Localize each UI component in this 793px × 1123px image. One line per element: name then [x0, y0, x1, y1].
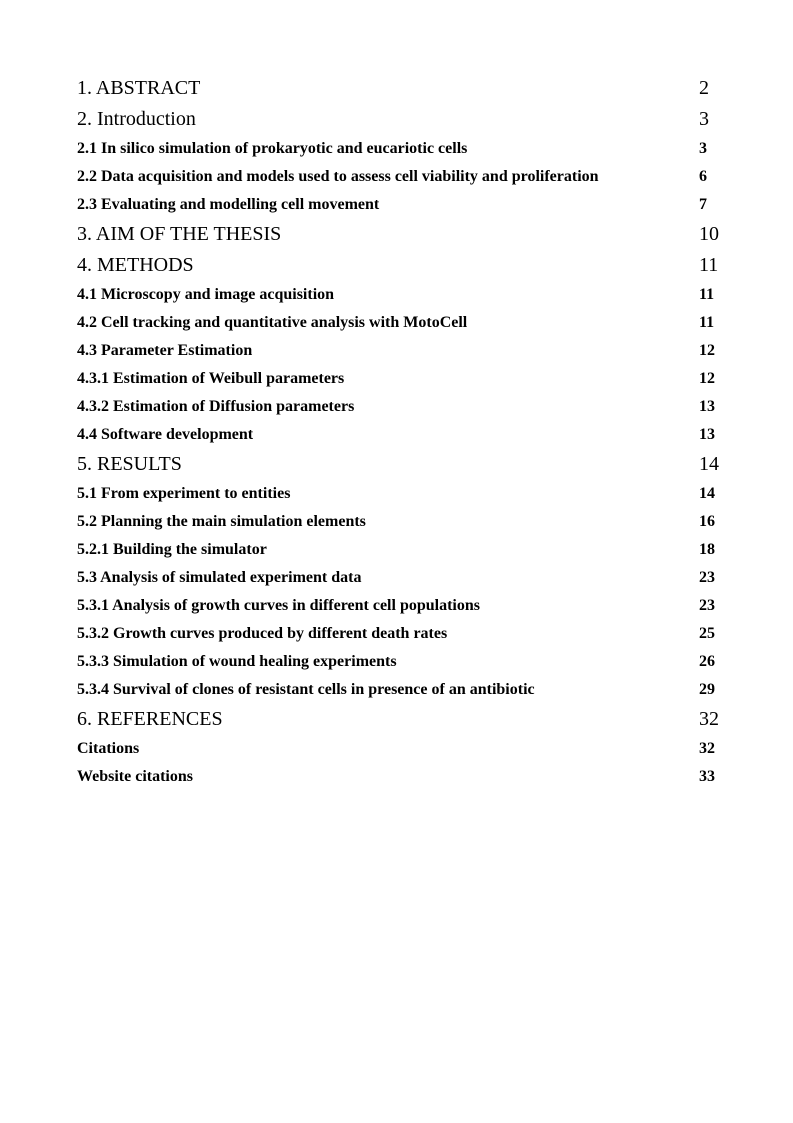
toc-entry-page: 26	[699, 653, 715, 670]
toc-entry-label: 4.3 Parameter Estimation	[77, 342, 253, 359]
toc-entry-page: 25	[699, 625, 715, 642]
toc-entry[interactable]	[77, 536, 723, 564]
toc-entry-label: 2.3 Evaluating and modelling cell movement	[77, 196, 380, 213]
toc-entry-page: 13	[699, 398, 715, 415]
toc-entry-page: 10	[699, 223, 719, 245]
toc-entry-label: 3. AIM OF THE THESIS	[77, 223, 282, 245]
toc-entry-page: 18	[699, 541, 715, 558]
toc-entry[interactable]	[77, 620, 723, 648]
toc-entry-page: 11	[699, 254, 719, 276]
toc-entry-page: 13	[699, 426, 715, 443]
toc-entry-page: 11	[699, 286, 715, 303]
toc-entry[interactable]	[77, 281, 723, 309]
toc-entry[interactable]	[77, 564, 723, 592]
toc-entry[interactable]	[77, 191, 723, 219]
toc-entry-label: 6. REFERENCES	[77, 708, 223, 730]
toc-entry-page: 2	[699, 77, 709, 99]
toc-entry-label: 5.1 From experiment to entities	[77, 485, 291, 502]
toc-entry-page: 29	[699, 681, 715, 698]
toc-entry-page: 32	[699, 740, 715, 757]
toc-entry[interactable]	[77, 676, 723, 704]
toc-entry-label: 5.3.1 Analysis of growth curves in different cell populations	[77, 597, 480, 614]
toc-entry-label: 2.1 In silico simulation of prokaryotic and eucariotic cells	[77, 140, 468, 157]
toc-entry-label: 5.2.1 Building the simulator	[77, 541, 267, 558]
toc-entry-page: 23	[699, 597, 715, 614]
toc-entry[interactable]	[77, 365, 723, 393]
toc-entry[interactable]	[77, 508, 723, 536]
toc-entry[interactable]	[77, 104, 723, 135]
toc-entry[interactable]	[77, 480, 723, 508]
toc-entry-page: 11	[699, 314, 715, 331]
toc-entry[interactable]	[77, 592, 723, 620]
toc-entry-label: 4.1 Microscopy and image acquisition	[77, 286, 335, 303]
toc-entry[interactable]	[77, 421, 723, 449]
toc-entry-label: 4.4 Software development	[77, 426, 254, 443]
toc-entry-page: 6	[699, 168, 707, 185]
toc-entry-label: Website citations	[77, 768, 193, 785]
toc-entry-page: 32	[699, 708, 719, 730]
toc-entry-label: 4.3.2 Estimation of Diffusion parameters	[77, 398, 355, 415]
toc-entry[interactable]	[77, 337, 723, 365]
toc-entry-page: 12	[699, 342, 715, 359]
toc-entry-label: 5.2 Planning the main simulation elements	[77, 513, 366, 530]
toc-entry[interactable]	[77, 735, 723, 763]
toc-entry[interactable]	[77, 763, 723, 791]
toc-entry[interactable]	[77, 648, 723, 676]
toc-entry[interactable]	[77, 219, 723, 250]
toc-entry-label: Citations	[77, 740, 140, 757]
toc-entry-label: 4. METHODS	[77, 254, 194, 276]
toc-entry-label: 1. ABSTRACT	[77, 77, 201, 99]
toc-entry-label: 5.3.3 Simulation of wound healing experiments	[77, 653, 397, 670]
toc-entry-page: 14	[699, 485, 715, 502]
toc-entry[interactable]	[77, 73, 723, 104]
toc-entry-label: 4.2 Cell tracking and quantitative analysis with MotoCell	[77, 314, 468, 331]
toc-entry[interactable]	[77, 135, 723, 163]
toc-entry-page: 3	[699, 108, 709, 130]
toc-entry-page: 14	[699, 453, 719, 475]
toc-entry[interactable]	[77, 250, 723, 281]
toc-entry-label: 5.3.2 Growth curves produced by different death rates	[77, 625, 448, 642]
table-of-contents	[77, 73, 723, 791]
toc-entry[interactable]	[77, 704, 723, 735]
toc-entry[interactable]	[77, 163, 723, 191]
toc-entry-page: 16	[699, 513, 715, 530]
toc-entry-label: 2. Introduction	[77, 108, 196, 130]
toc-entry[interactable]	[77, 309, 723, 337]
toc-entry-label: 5.3.4 Survival of clones of resistant cells in presence of an antibiotic	[77, 681, 535, 698]
toc-entry-page: 12	[699, 370, 715, 387]
toc-entry-label: 2.2 Data acquisition and models used to assess cell viability and proliferation	[77, 168, 599, 185]
toc-entry[interactable]	[77, 449, 723, 480]
toc-entry-label: 5. RESULTS	[77, 453, 182, 475]
toc-entry-page: 23	[699, 569, 715, 586]
toc-entry-label: 5.3 Analysis of simulated experiment data	[77, 569, 362, 586]
toc-entry-page: 33	[699, 768, 715, 785]
toc-entry-page: 3	[699, 140, 707, 157]
toc-entry-label: 4.3.1 Estimation of Weibull parameters	[77, 370, 345, 387]
toc-entry-page: 7	[699, 196, 707, 213]
toc-entry[interactable]	[77, 393, 723, 421]
